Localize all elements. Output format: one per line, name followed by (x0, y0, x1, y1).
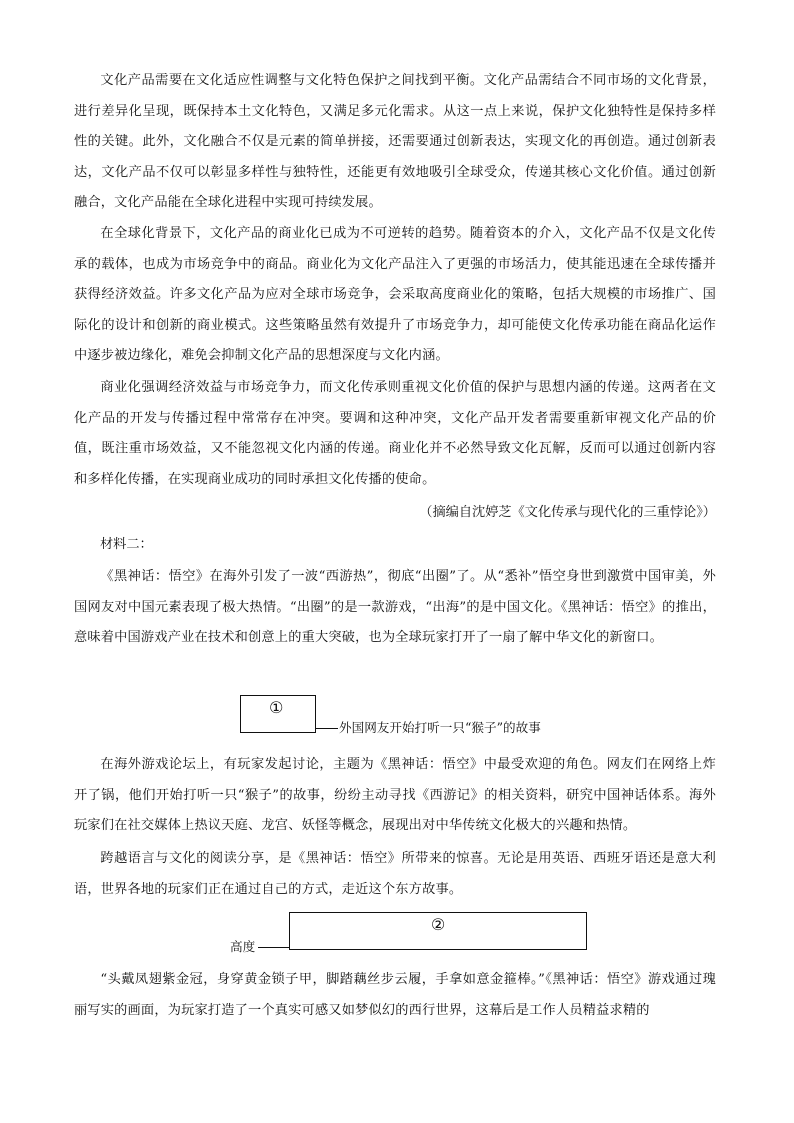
paragraph-cultural-balance: 文化产品需要在文化适应性调整与文化特色保护之间找到平衡。文化产品需结合不同市场的文化背景，进行差异化呈现，既保持本土文化特色，又满足多元化需求。从这一点上来说，保护文化独特性是保持多样性的关键。此外，文化融合不仅是元素的简单拼接，还需要通过创新表达，实现文化的再创造。通过创新表达，文化产品不仅可以彰显多样性与独特性，还能更有效地吸引全球受众，传递其核心文化价值。通过创新融合，文化产品能在全球化进程中实现可持续发展。 (74, 73, 716, 211)
circled-number-one: ① (269, 698, 284, 717)
circled-number-two: ② (430, 915, 446, 934)
diagram-two-annotation: 高度 (230, 939, 256, 954)
blank-box-one (240, 695, 316, 733)
paragraph-black-myth-intro: 《黑神话：悟空》在海外引发了一波“西游热”，彻底“出圈”了。从“悉补”悟空身世到激赏中国审美，外国网友对中国元素表现了极大热情。“出圈”的是一款游戏，“出海”的是中国文化。《黑神话：悟空》的推出，意味着中国游戏产业在技术和创意上的重大突破，也为全球玩家打开了一扇了解中华文化的新窗口。 (74, 569, 716, 646)
connector-line-two (258, 947, 289, 948)
paragraph-language-sharing: 跨越语言与文化的阅读分享，是《黑神话：悟空》所带来的惊喜。无论是用英语、西班牙语还是意大利语，世界各地的玩家们正在通过自己的方式，走近这个东方故事。 (74, 851, 716, 897)
paragraph-commercialization: 在全球化背景下，文化产品的商业化已成为不可逆转的趋势。随着资本的介入，文化产品不仅是文化传承的载体，也成为市场竞争中的商品。商业化为文化产品注入了更强的市场活力，使其能迅速在全球传播并获得经济效益。许多文化产品为应对全球市场竞争，会采取高度商业化的策略，包括大规模的市场推广、国际化的设计和创新的商业模式。这些策略虽然有效提升了市场竞争力，却可能使文化传承功能在商品化运作中逐步被边缘化，难免会抑制文化产品的思想深度与文化内涵。 (74, 226, 716, 364)
material-two-label: 材料二： (100, 537, 153, 552)
paragraph-forum-discussion: 在海外游戏论坛上，有玩家发起讨论，主题为《黑神话：悟空》中最受欢迎的角色。网友们在网络上炸开了锅，他们开始打听一只“猴子”的故事，纷纷主动寻找《西游记》的相关资料，研究中国神话体系。海外玩家们在社交媒体上热议天庭、龙宫、妖怪等概念，展现出对中华传统文化极大的兴趣和热情。 (74, 757, 716, 834)
diagram-one-annotation: 外国网友开始打听一只“猴子”的故事 (339, 720, 541, 735)
source-attribution: （摘编自沈婷芝《文化传承与现代化的三重悖论》） (419, 505, 716, 520)
connector-line-one (316, 728, 338, 729)
paragraph-conflict: 商业化强调经济效益与市场竞争力，而文化传承则重视文化价值的保护与思想内涵的传递。这两者在文化产品的开发与传播过程中常常存在冲突。要调和这种冲突，文化产品开发者需要重新审视文化产品的价值，既注重市场效益，又不能忽视文化内涵的传递。商业化并不必然导致文化瓦解，反而可以通过创新内容和多样化传播，在实现商业成功的同时承担文化传播的使命。 (74, 380, 716, 487)
blank-box-two (289, 912, 587, 950)
paragraph-game-visuals: “头戴凤翅紫金冠，身穿黄金锁子甲，脚踏藕丝步云履，手拿如意金箍棒。”《黑神话：悟空》游戏通过瑰丽写实的画面，为玩家打造了一个真实可感又如梦似幻的西行世界，这幕后是工作人员精益求精的 (74, 972, 716, 1018)
